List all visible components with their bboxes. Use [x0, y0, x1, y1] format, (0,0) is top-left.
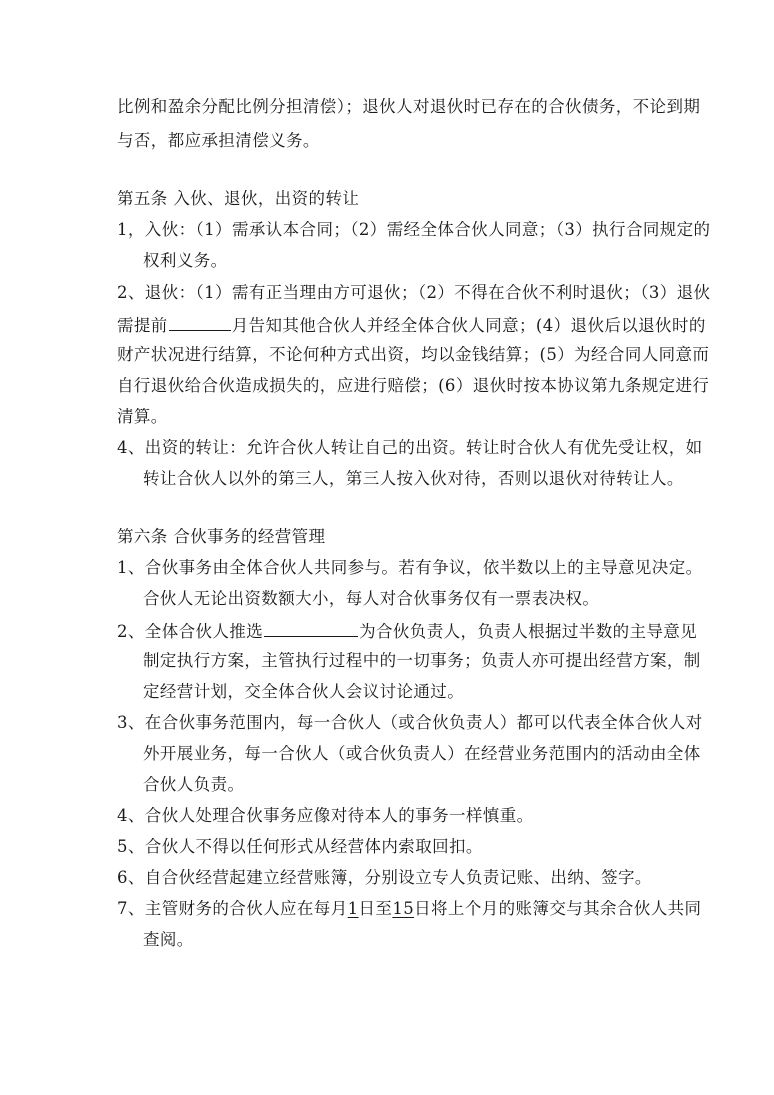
list-item: 1，入伙：（1）需承认本合同；（2）需经全体合伙人同意；（3）执行合同规定的: [117, 220, 711, 239]
list-item: [117, 898, 701, 920]
underlined-value: 15: [392, 899, 415, 918]
list-item: 5、合伙人不得以任何形式从经营体内索取回扣。: [117, 837, 483, 856]
text-segment: 日将上个月的账簿交与其余合伙人共同: [414, 899, 702, 918]
list-item: 4、出资的转让：允许合伙人转让自己的出资。转让时合伙人有优先受让权，如: [117, 438, 703, 457]
list-item: 6、自合伙经营起建立经营账簿，分别设立专人负责记账、出纳、签字。: [117, 868, 652, 887]
list-item-continuation: 自行退伙给合伙造成损失的，应进行赔偿；(6）退伙时按本协议第九条规定进行: [117, 376, 710, 395]
list-item-continuation: 查阅。: [143, 930, 194, 949]
fill-in-blank: [264, 619, 358, 637]
list-item-continuation: 外开展业务，每一合伙人（或合伙负责人）在经营业务范围内的活动由全体: [143, 744, 701, 763]
list-item: 4、合伙人处理合伙事务应像对待本人的事务一样慎重。: [117, 806, 534, 825]
text-segment: 2、全体合伙人推选: [117, 622, 264, 641]
list-item: 3、在合伙事务范围内，每一合伙人（或合伙负责人）都可以代表全体合伙人对: [117, 713, 703, 732]
text-segment: 日至: [358, 899, 393, 918]
list-item-continuation: 财产状况进行结算，不论何种方式出资，均以金钱结算；(5）为经合同人同意而: [117, 345, 710, 364]
text-segment: 月告知其他合伙人并经全体合伙人同意；(4）退伙后以退伙时的: [231, 316, 706, 335]
paragraph-line: 与否，都应承担清偿义务。: [117, 131, 320, 150]
list-item-continuation: 权利义务。: [143, 251, 228, 270]
text-segment: 为合伙负责人，负责人根据过半数的主导意见: [359, 622, 698, 641]
fill-in-blank: [169, 313, 231, 331]
list-item-continuation: 制定执行方案，主管执行过程中的一切事务；负责人亦可提出经营方案，制: [143, 651, 701, 670]
list-item-continuation: 定经营计划，交全体合伙人会议讨论通过。: [143, 682, 465, 701]
list-item: 1、合伙事务由全体合伙人共同参与。若有争议，依半数以上的主导意见决定。: [117, 558, 703, 577]
list-item-continuation: 转让合伙人以外的第三人，第三人按入伙对待，否则以退伙对待转让人。: [143, 469, 684, 488]
paragraph-line: 比例和盈余分配比例分担清偿）；退伙人对退伙时已存在的合伙债务，不论到期: [117, 97, 701, 116]
list-item-continuation: 合伙人无论出资数额大小，每人对合伙事务仅有一票表决权。: [143, 589, 600, 608]
underlined-value: 1: [347, 899, 359, 918]
article-heading: 第五条 入伙、退伙，出资的转让: [117, 189, 360, 208]
list-item: [117, 619, 697, 643]
list-item-continuation: [117, 313, 706, 337]
list-item-continuation: 合伙人负责。: [143, 775, 245, 794]
text-segment: 需提前: [117, 316, 168, 335]
article-heading: 第六条 合伙事务的经营管理: [117, 527, 326, 546]
text-segment: 7、主管财务的合伙人应在每月: [117, 899, 348, 918]
list-item: 2、退伙：（1）需有正当理由方可退伙；（2）不得在合伙不利时退伙；（3）退伙: [117, 283, 711, 302]
list-item-continuation: 清算。: [117, 407, 168, 426]
